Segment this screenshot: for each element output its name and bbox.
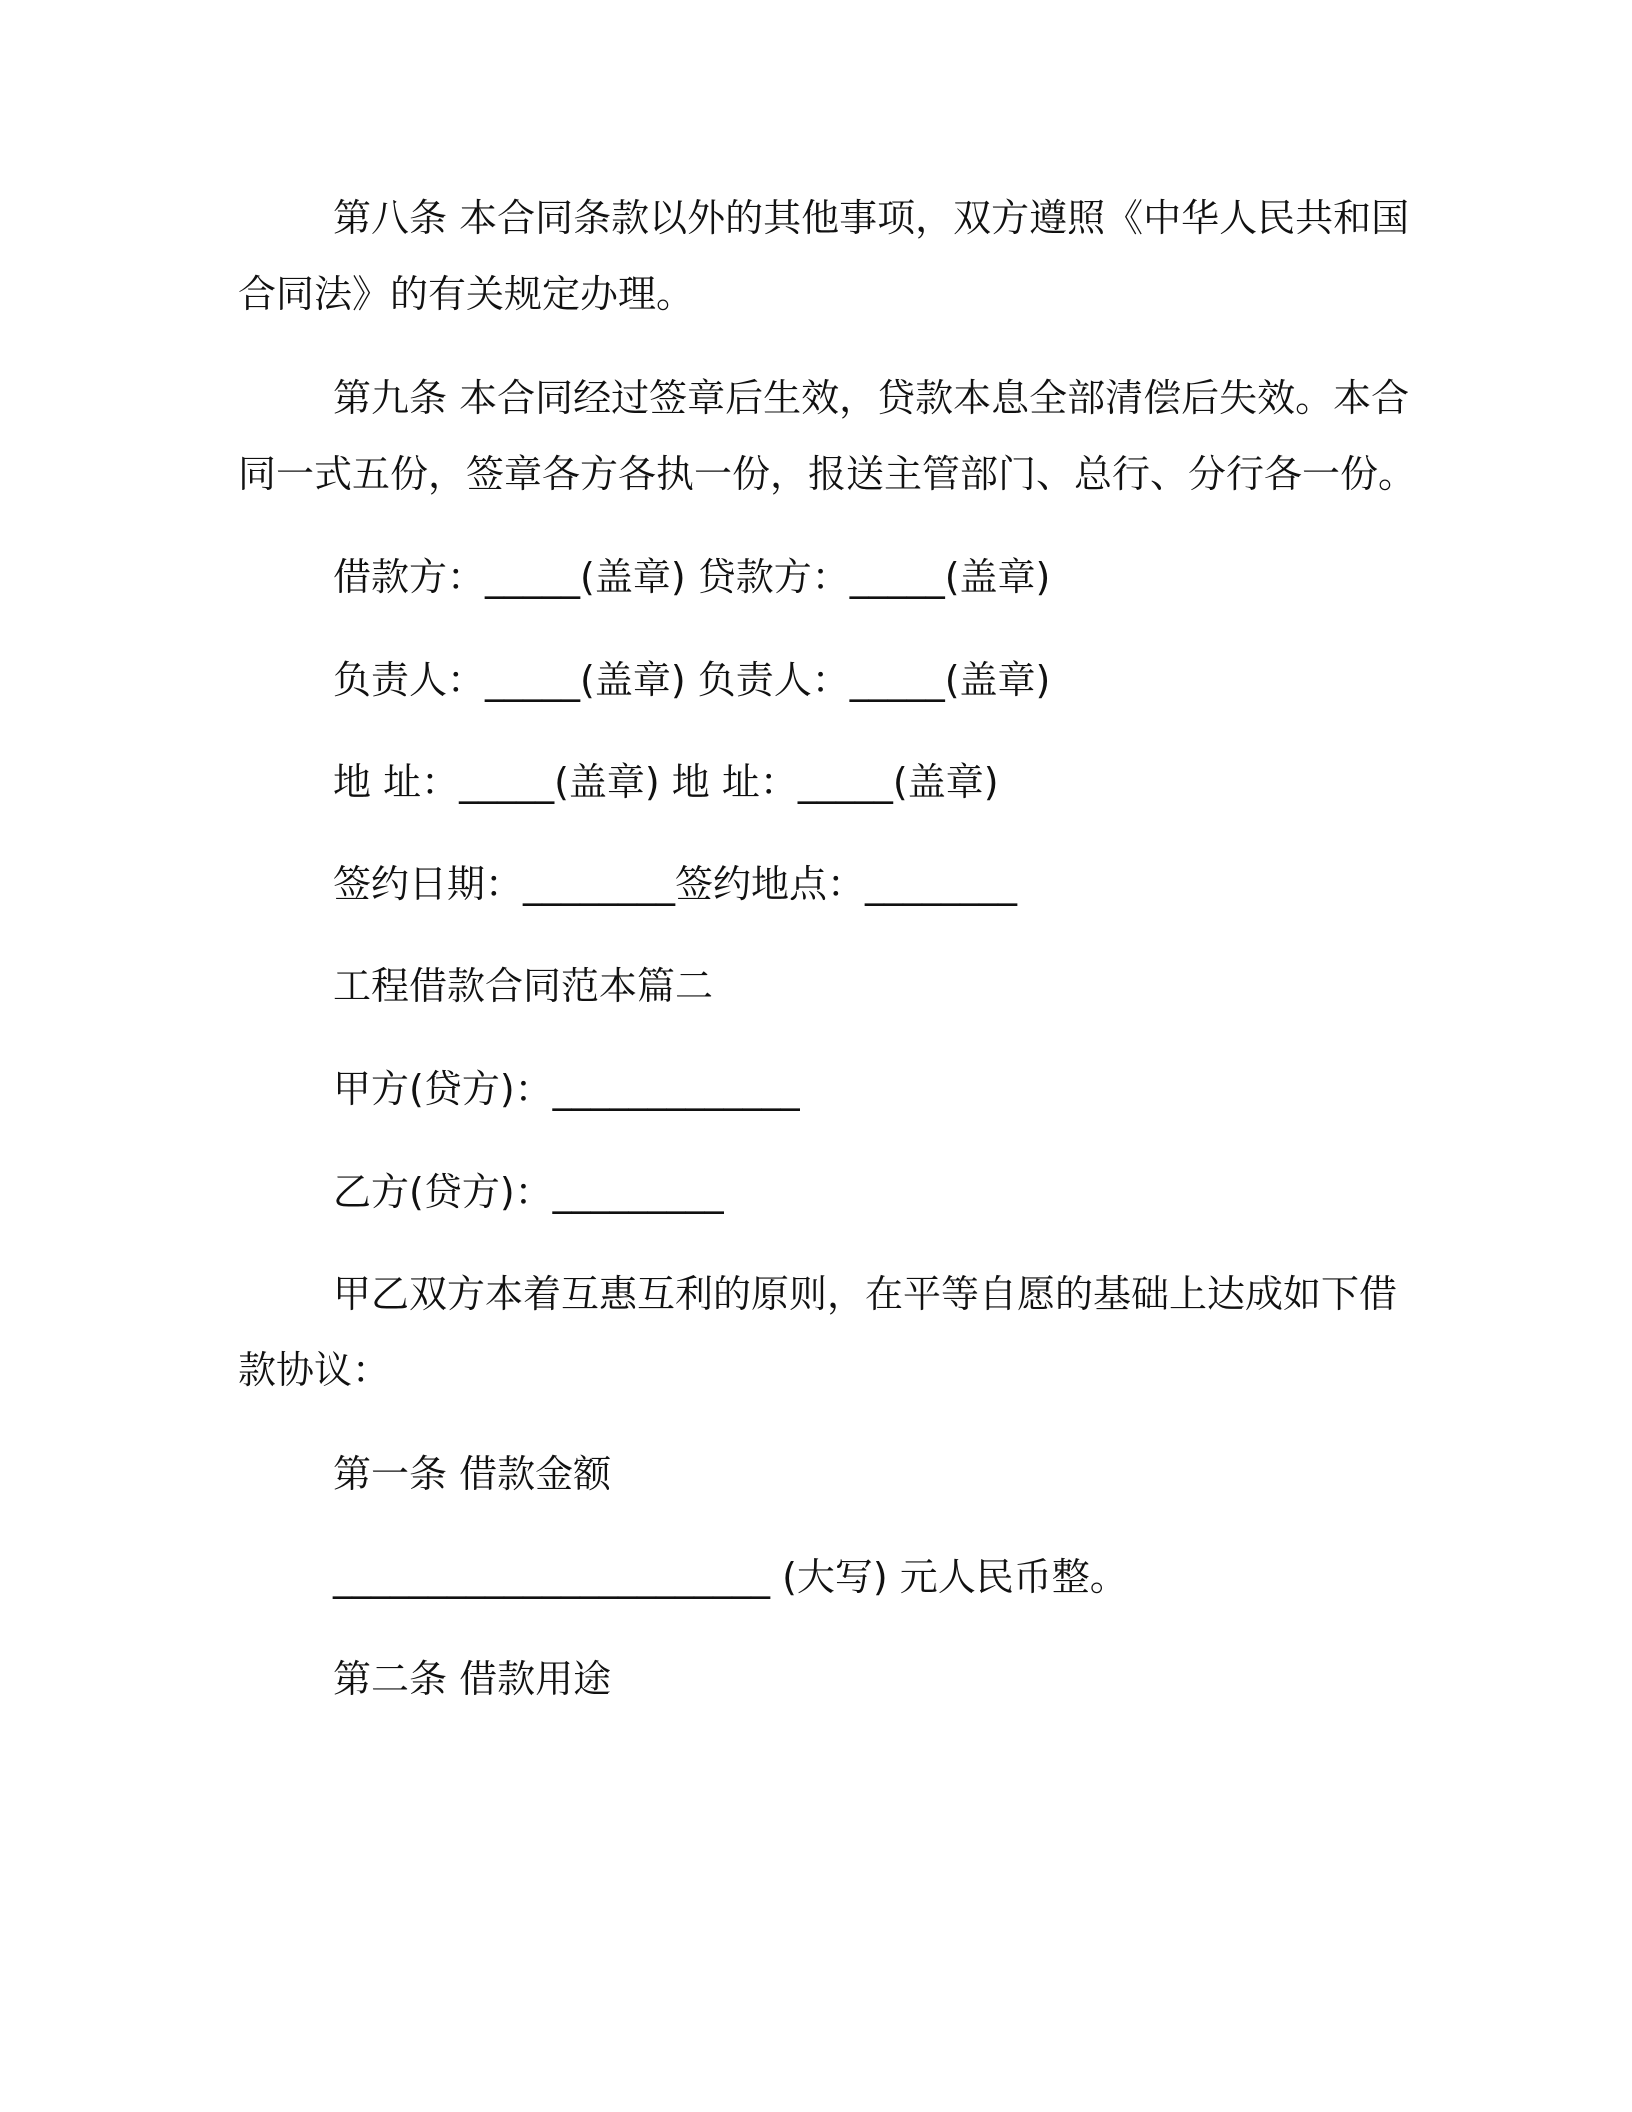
agreement-intro-line-1: 甲乙双方本着互惠互利的原则，在平等自愿的基础上达成如下借 — [333, 1272, 1398, 1316]
party-a-line: 甲方(贷方)：_____________ — [333, 1067, 800, 1111]
article-1-heading: 第一条 借款金额 — [333, 1452, 612, 1496]
article-9-line-2: 同一式五份，签章各方各执一份，报送主管部门、总行、分行各一份。 — [238, 452, 1417, 496]
article-8-line-2: 合同法》的有关规定办理。 — [238, 272, 695, 316]
article-8-line-1: 第八条 本合同条款以外的其他事项，双方遵照《中华人民共和国 — [333, 196, 1410, 240]
signing-date-place-line: 签约日期：________签约地点：________ — [333, 862, 1018, 906]
responsible-person-signature-line: 负责人：_____(盖章) 负责人：_____(盖章) — [333, 658, 1051, 702]
address-signature-line: 地 址：_____(盖章) 地 址：_____(盖章) — [333, 760, 999, 804]
borrower-lender-signature-line: 借款方：_____(盖章) 贷款方：_____(盖章) — [333, 555, 1051, 599]
loan-amount-line: _______________________ (大写) 元人民币整。 — [333, 1555, 1128, 1599]
section-title: 工程借款合同范本篇二 — [333, 964, 714, 1008]
party-b-line: 乙方(贷方)：_________ — [333, 1170, 724, 1214]
article-9-line-1: 第九条 本合同经过签章后生效，贷款本息全部清偿后失效。本合 — [333, 376, 1410, 420]
agreement-intro-line-2: 款协议： — [238, 1348, 391, 1392]
article-2-heading: 第二条 借款用途 — [333, 1657, 612, 1701]
